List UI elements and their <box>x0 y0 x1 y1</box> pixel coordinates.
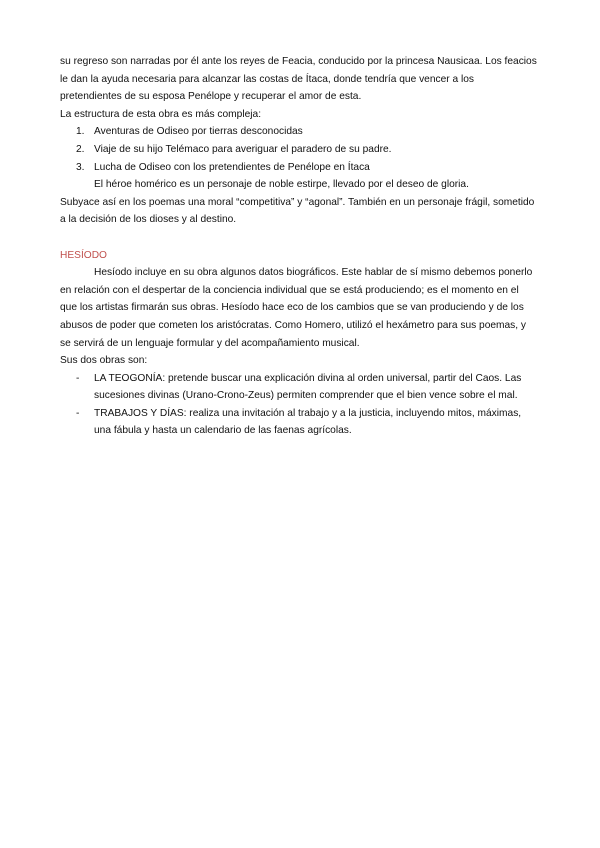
list-item-text: Aventuras de Odiseo por tierras desconocidas <box>94 126 303 138</box>
works-list <box>60 370 538 440</box>
intro-paragraph: su regreso son narradas por él ante los reyes de Feacia, conducido por la princesa Nausicaa. Los feacios le dan la ayuda necesaria para alcanzar las costas de Ítaca, donde tendría que vencer a los pretendientes de su esposa Penélope y recuperar el amor de esta. <box>60 56 537 103</box>
moral-paragraph: Subyace así en los poemas una moral “competitiva” y “agonal”. También en un personaje frágil, sometido a la decisión de los dioses y al destino. <box>60 196 535 226</box>
works-intro: Sus dos obras son: <box>60 355 148 367</box>
list-item-text: TRABAJOS Y DÍAS: realiza una invitación al trabajo y a la justicia, incluyendo mitos, máximas, una fábula y hasta un calendario de las faenas agrícolas. <box>94 407 522 437</box>
structure-intro: La estructura de esta obra es más compleja: <box>60 108 262 120</box>
structure-item-3 <box>60 159 538 177</box>
list-item-text: Viaje de su hijo Telémaco para averiguar el paradero de su padre. <box>94 143 392 155</box>
list-bullet: - <box>76 372 80 384</box>
list-number: 3. <box>76 161 85 173</box>
list-item-text: LA TEOGONÍA: pretende buscar una explicación divina al orden universal, partir del Caos. Las sucesiones divinas (Urano-Crono-Zeus) permiten comprender que el bien vence sobre el mal. <box>94 372 522 402</box>
hero-paragraph: El héroe homérico es un personaje de noble estirpe, llevado por el deseo de gloria. <box>94 179 469 191</box>
structure-item-2 <box>60 141 538 159</box>
list-bullet: - <box>76 407 80 419</box>
list-number: 2. <box>76 143 85 155</box>
works-item-teogonia <box>60 370 538 405</box>
works-item-trabajos <box>60 405 538 440</box>
list-number: 1. <box>76 126 85 138</box>
section-heading-hesiodo: HESÍODO <box>60 249 107 261</box>
hesiodo-paragraph: Hesíodo incluye en su obra algunos datos biográficos. Este hablar de sí mismo debemos ponerlo en relación con el despertar de la conciencia individual que se está produciendo; es el momento en el que los artistas firmarán sus obras. Hesíodo hace eco de los cambios que se van produciendo y de los abusos de poder que cometen los aristócratas. Como Homero, utilizó el hexámetro para sus poemas, y se servirá de un lenguaje formular y del acompañamiento musical. <box>60 267 533 349</box>
structure-list <box>60 123 538 176</box>
structure-item-1 <box>60 123 538 141</box>
list-item-text: Lucha de Odiseo con los pretendientes de Penélope en Ítaca <box>94 161 370 173</box>
